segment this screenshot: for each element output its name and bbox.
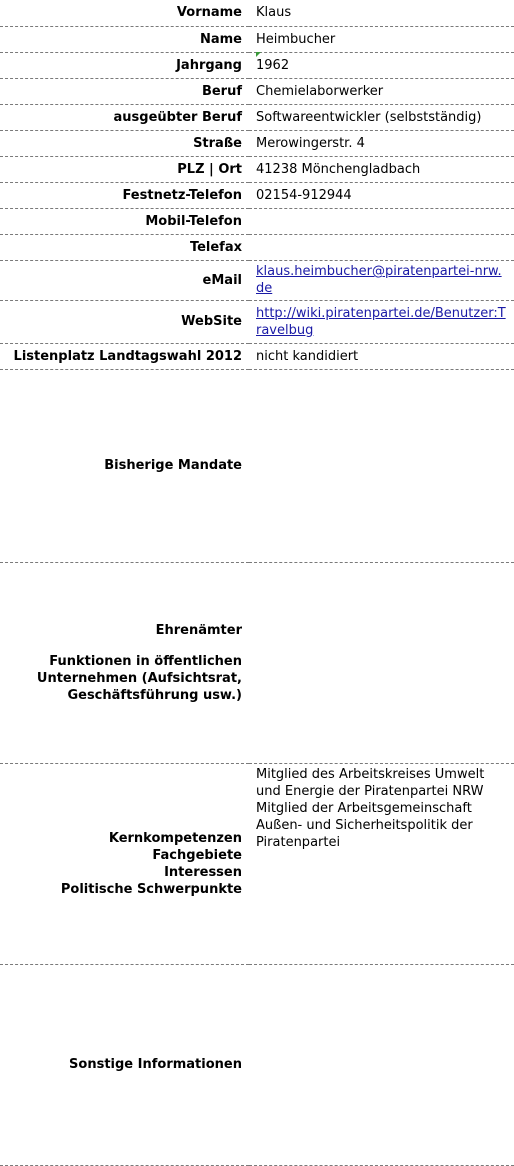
value-plz-ort: 41238 Mönchengladbach [249,156,514,182]
value-strasse: Merowingerstr. 4 [249,130,514,156]
label-website: WebSite [0,300,249,343]
value-kompetenz-line: Mitglied des Arbeitskreises Umwelt und Energie der Piratenpartei NRW [256,766,485,799]
label-vorname: Vorname [0,0,249,26]
value-listenplatz: nicht kandidiert [249,343,514,369]
value-kompetenzen-cell [249,763,514,964]
comment-marker-icon [256,52,261,57]
table-row-listenplatz [0,343,514,369]
value-festnetz: 02154-912944 [249,182,514,208]
label-name: Name [0,26,249,52]
label-listenplatz: Listenplatz Landtagswahl 2012 [0,343,249,369]
label-kernkompetenzen: Kernkompetenzen [108,830,242,846]
table-row-festnetz [0,182,514,208]
label-jahrgang: Jahrgang [0,52,249,78]
value-beruf: Chemielaborwerker [249,78,514,104]
value-mobil [249,208,514,234]
table-row-beruf [0,78,514,104]
label-mobil: Mobil-Telefon [0,208,249,234]
label-email: eMail [0,260,249,300]
table-row-mobil [0,208,514,234]
table-row-ehrenaemter [0,562,514,763]
value-kompetenz-line: Mitglied der Arbeitsgemeinschaft Außen- und Sicherheitspolitik der Piratenpartei [256,800,473,850]
table-row-website [0,300,514,343]
table-row-name [0,26,514,52]
label-festnetz: Festnetz-Telefon [0,182,249,208]
label-sonstige: Sonstige Informationen [0,964,249,1165]
label-fachgebiete: Fachgebiete [152,847,242,863]
table-row-telefax [0,234,514,260]
table-row-mandate [0,369,514,562]
value-jahrgang: 1962 [249,52,514,78]
label-telefax: Telefax [0,234,249,260]
table-row-email [0,260,514,300]
table-row-vorname [0,0,514,26]
value-mandate [249,369,514,562]
value-telefax [249,234,514,260]
table-row-strasse [0,130,514,156]
value-sonstige [249,964,514,1165]
value-ehrenaemter [249,562,514,763]
label-politische-schwerpunkte: Politische Schwerpunkte [60,881,242,897]
label-kompetenzen-cell [0,763,249,964]
label-beruf: Beruf [0,78,249,104]
table-row-plz-ort [0,156,514,182]
label-spacer [4,639,242,653]
email-link[interactable]: klaus.heimbucher@piratenpartei-nrw.de [256,264,502,296]
label-strasse: Straße [0,130,249,156]
table-row-kompetenzen [0,763,514,964]
label-funktionen: Funktionen in öffentlichen Unternehmen (Aufsichtsrat, Geschäftsführung usw.) [36,653,242,703]
table-row-ausgeuebter-beruf [0,104,514,130]
label-ausgeuebter-beruf: ausgeübter Beruf [0,104,249,130]
label-ehrenaemter-cell [0,562,249,763]
value-name: Heimbucher [249,26,514,52]
value-vorname: Klaus [249,0,514,26]
value-website-cell [249,300,514,343]
website-link[interactable]: http://wiki.piratenpartei.de/Benutzer:Travelbug [256,305,506,338]
table-row-sonstige [0,964,514,1165]
label-mandate: Bisherige Mandate [0,369,249,562]
label-interessen: Interessen [164,864,242,880]
label-plz-ort: PLZ | Ort [0,156,249,182]
value-email-cell [249,260,514,300]
value-ausgeuebter-beruf: Softwareentwickler (selbstständig) [249,104,514,130]
label-ehrenaemter: Ehrenämter [155,622,242,638]
